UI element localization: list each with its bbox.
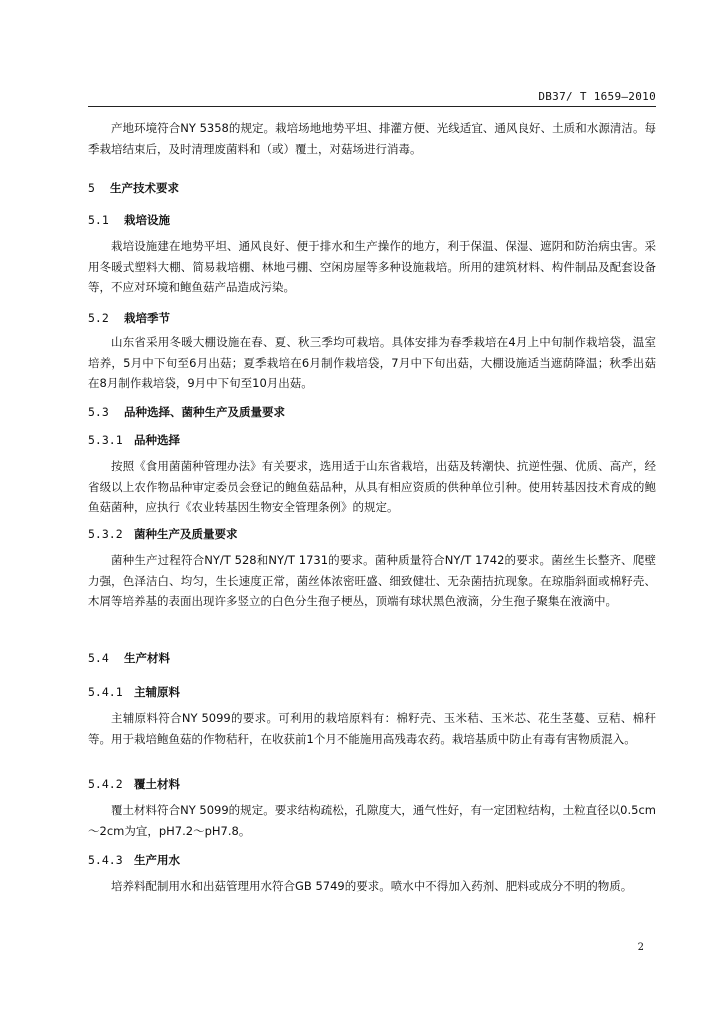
section-5-4-3-heading [88, 852, 656, 868]
section-number: 5.2 [88, 311, 109, 325]
section-5-1-paragraph: 栽培设施建在地势平坦、通风良好、便于排水和生产操作的地方，利于保温、保湿、遮阴和防治病虫害。采用冬暖式塑料大棚、简易栽培棚、林地弓棚、空闲房屋等多种设施栽培。所用的建筑材料、构件制品及配套设备等，不应对环境和鲍鱼菇产品造成污染。 [88, 239, 656, 294]
section-5-4-2-paragraph-block [88, 800, 656, 841]
section-title: 栽培季节 [124, 311, 170, 325]
section-number: 5.3.1 [88, 433, 123, 447]
standard-code: DB37/ T 1659—2010 [538, 90, 656, 103]
section-5-4-3-paragraph-block [88, 876, 656, 897]
section-title: 品种选择、菌种生产及质量要求 [124, 405, 285, 419]
section-title: 菌种生产及质量要求 [134, 527, 238, 541]
section-5-3-1-paragraph-block [88, 456, 656, 518]
section-5-3-1-paragraph: 按照《食用菌菌种管理办法》有关要求，选用适于山东省栽培，出菇及转潮快、抗逆性强、优质、高产，经省级以上农作物品种审定委员会登记的鲍鱼菇品种，从具有相应资质的供种单位引种。使用转基因技术育成的鲍鱼菇菌种，应执行《农业转基因生物安全管理条例》的规定。 [88, 459, 656, 514]
section-title: 品种选择 [134, 433, 180, 447]
section-title: 覆土材料 [134, 777, 180, 791]
section-number: 5.4.3 [88, 853, 123, 867]
section-title: 生产技术要求 [110, 181, 179, 195]
section-5-4-2-paragraph: 覆土材料符合NY 5099的规定。要求结构疏松，孔隙度大，通气性好，有一定团粒结构，土粒直径以0.5cm～2cm为宜，pH7.2～pH7.8。 [88, 803, 656, 838]
section-number: 5.4 [88, 651, 109, 665]
section-number: 5.4.2 [88, 777, 123, 791]
page-number: 2 [637, 942, 644, 953]
section-5-4-3-paragraph: 培养料配制用水和出菇管理用水符合GB 5749的要求。喷水中不得加入药剂、肥料或成分不明的物质。 [111, 879, 633, 893]
section-5-3-2-paragraph-block [88, 550, 656, 612]
header-rule [88, 106, 656, 107]
section-5-3-2-paragraph: 菌种生产过程符合NY/T 528和NY/T 1731的要求。菌种质量符合NY/T 1742的要求。菌丝生长整齐、爬壁力强，色泽洁白、均匀，生长速度正常，菌丝体浓密旺盛、细致健壮、无杂菌拮抗现象。在琼脂斜面或棉籽壳、木屑等培养基的表面出现许多竖立的白色分生孢子梗丛，顶端有球状黑色液滴，分生孢子聚集在液滴中。 [88, 553, 656, 608]
section-title: 主辅原料 [134, 685, 180, 699]
section-title: 生产材料 [124, 651, 170, 665]
section-number: 5.1 [88, 213, 109, 227]
section-5-3-1-heading [88, 432, 656, 448]
section-number: 5.4.1 [88, 685, 123, 699]
intro-paragraph: 产地环境符合NY 5358的规定。栽培场地地势平坦、排灌方便、光线适宜、通风良好、土质和水源清洁。每季栽培结束后，及时清理废菌料和（或）覆土，对菇场进行消毒。 [88, 121, 656, 156]
section-5-2-heading [88, 310, 656, 326]
intro-paragraph-block [88, 118, 656, 159]
section-5-3-heading [88, 404, 656, 420]
section-5-4-heading [88, 650, 656, 666]
section-5-1-heading [88, 212, 656, 228]
section-number: 5.3.2 [88, 527, 123, 541]
section-5-1-paragraph-block [88, 236, 656, 298]
section-number: 5.3 [88, 405, 109, 419]
section-5-2-paragraph: 山东省采用冬暖大棚设施在春、夏、秋三季均可栽培。具体安排为春季栽培在4月上中旬制作栽培袋，温室培养，5月中下旬至6月出菇；夏季栽培在6月制作栽培袋，7月中下旬出菇，大棚设施适当遮荫降温；秋季出菇在8月制作栽培袋，9月中下旬至10月出菇。 [88, 335, 656, 390]
section-5-4-1-heading [88, 684, 656, 700]
section-5-3-2-heading [88, 526, 656, 542]
section-5-4-1-paragraph: 主辅原料符合NY 5099的要求。可利用的栽培原料有：棉籽壳、玉米秸、玉米芯、花生茎蔓、豆秸、棉秆等。用于栽培鲍鱼菇的作物秸秆，在收获前1个月不能施用高残毒农药。栽培基质中防止有毒有害物质混入。 [88, 711, 656, 746]
section-5-2-paragraph-block [88, 332, 656, 394]
section-title: 生产用水 [134, 853, 180, 867]
section-number: 5 [88, 181, 95, 195]
section-5-heading [88, 180, 656, 196]
section-5-4-2-heading [88, 776, 656, 792]
section-5-4-1-paragraph-block [88, 708, 656, 749]
section-title: 栽培设施 [124, 213, 170, 227]
